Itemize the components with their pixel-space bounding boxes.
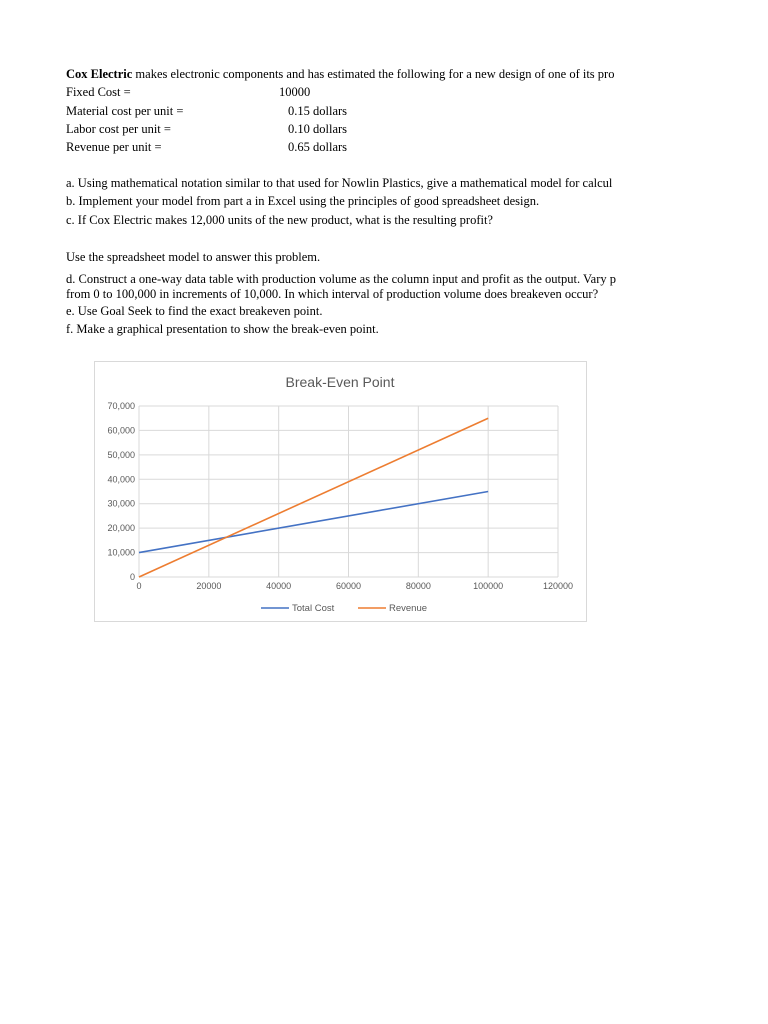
x-tick-label: 100000: [473, 581, 504, 591]
series-line-total-cost: [139, 492, 488, 553]
x-tick-label: 0: [136, 581, 142, 591]
x-tick-label: 80000: [405, 581, 431, 591]
y-tick-label: 0: [129, 572, 135, 582]
fixed-cost-label: Fixed Cost =: [66, 85, 131, 99]
y-tick-label: 40,000: [107, 474, 135, 485]
y-tick-label: 10,000: [107, 547, 135, 558]
question-c: c. If Cox Electric makes 12,000 units of the new product, what is the resulting profit?: [66, 213, 493, 227]
question-a: a. Using mathematical notation similar to that used for Nowlin Plastics, give a mathematical model for calcul: [66, 176, 613, 190]
task-e: e. Use Goal Seek to find the exact breakeven point.: [66, 304, 323, 318]
question-b: b. Implement your model from part a in Excel using the principles of good spreadsheet design.: [66, 194, 540, 208]
labor-cost-label: Labor cost per unit =: [66, 122, 171, 136]
chart-canvas: [95, 362, 586, 621]
revenue-per-unit-label: Revenue per unit =: [66, 140, 162, 154]
labor-cost-value: 0.10 dollars: [288, 122, 348, 136]
legend-label-total-cost: Total Cost: [292, 603, 335, 614]
material-cost-label: Material cost per unit =: [66, 104, 184, 118]
material-cost-value: 0.15 dollars: [288, 104, 348, 118]
legend-label-revenue: Revenue: [389, 603, 428, 614]
spreadsheet-note: Use the spreadsheet model to answer this problem.: [66, 250, 321, 264]
y-tick-label: 50,000: [107, 449, 135, 460]
break-even-chart: [94, 361, 587, 622]
x-tick-label: 120000: [542, 581, 574, 591]
x-tick-label: 20000: [196, 581, 222, 591]
intro-rest: makes electronic components and has estimated the following for a new design of one of its pro: [132, 67, 615, 81]
task-d-line1: d. Construct a one-way data table with production volume as the column input and profit as the output. Vary p: [66, 272, 616, 286]
y-tick-label: 70,000: [107, 401, 135, 411]
company-name: Cox Electric: [66, 67, 133, 81]
task-f: f. Make a graphical presentation to show the break-even point.: [66, 322, 379, 336]
y-tick-label: 30,000: [107, 498, 135, 509]
chart-title: Break-Even Point: [285, 374, 395, 390]
fixed-cost-value: 10000: [279, 85, 311, 99]
revenue-per-unit-value: 0.65 dollars: [288, 140, 348, 154]
y-tick-label: 20,000: [107, 523, 135, 534]
task-d-line2: from 0 to 100,000 in increments of 10,000. In which interval of production volume does breakeven occur?: [66, 287, 599, 301]
x-tick-label: 60000: [335, 581, 362, 591]
y-tick-label: 60,000: [107, 425, 135, 436]
series-line-revenue: [139, 418, 488, 577]
intro-text: [66, 66, 690, 82]
x-tick-label: 40000: [266, 581, 292, 591]
